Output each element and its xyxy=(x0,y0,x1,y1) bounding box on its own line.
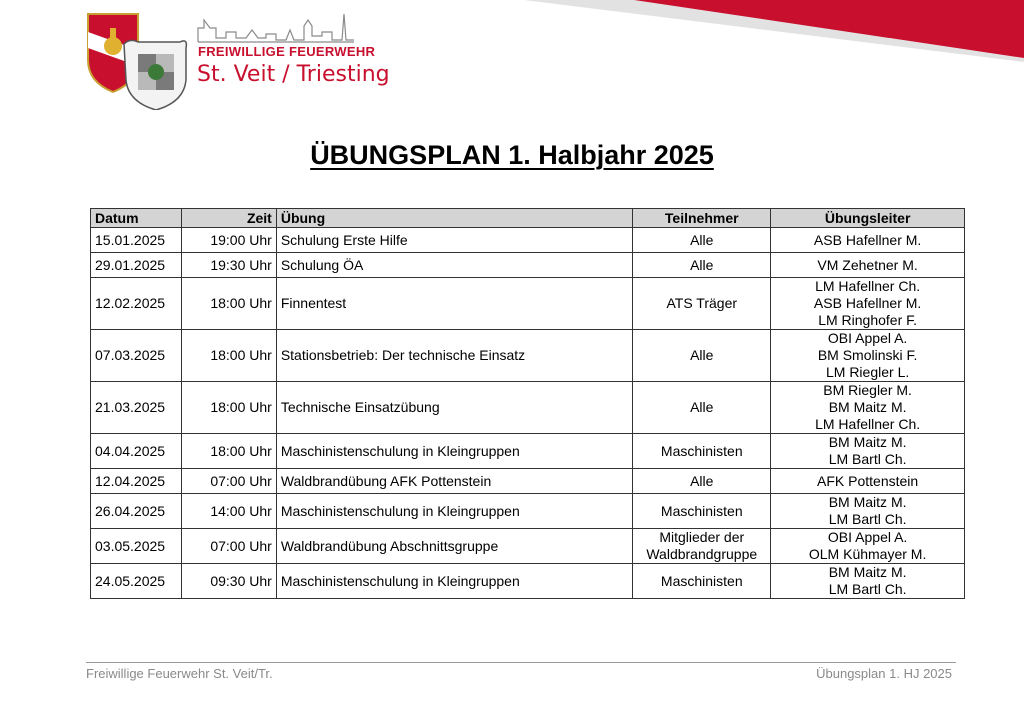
cell-exercise: Finnentest xyxy=(276,278,632,330)
brand-location-line: St. Veit / Triesting xyxy=(197,62,390,87)
cell-date: 15.01.2025 xyxy=(91,228,182,253)
cell-participants-line: Alle xyxy=(690,472,714,489)
cell-leaders xyxy=(771,529,965,564)
table-row xyxy=(91,278,965,330)
cell-leaders-line: BM Smolinski F. xyxy=(817,347,918,363)
cell-leaders-line: OBI Appel A. xyxy=(827,330,908,346)
cell-leaders-line: ASB Hafellner M. xyxy=(813,231,922,248)
cell-leaders-line: BM Maitz M. xyxy=(828,564,907,580)
footer-divider xyxy=(86,662,956,663)
cell-leaders xyxy=(771,228,965,253)
header-exercise: Übung xyxy=(276,209,632,228)
cell-exercise: Stationsbetrieb: Der technische Einsatz xyxy=(276,330,632,382)
cell-exercise: Schulung Erste Hilfe xyxy=(276,228,632,253)
cell-leaders xyxy=(771,330,965,382)
table-row xyxy=(91,253,965,278)
cell-exercise: Waldbrandübung Abschnittsgruppe xyxy=(276,529,632,564)
cell-leaders-line: LM Bartl Ch. xyxy=(828,511,907,527)
table-row xyxy=(91,434,965,469)
table-row xyxy=(91,469,965,494)
cell-time: 18:00 Uhr xyxy=(181,382,276,434)
cell-time: 18:00 Uhr xyxy=(181,278,276,330)
cell-date: 03.05.2025 xyxy=(91,529,182,564)
cell-leaders-line: LM Hafellner Ch. xyxy=(815,278,921,294)
cell-date: 26.04.2025 xyxy=(91,494,182,529)
cell-exercise: Schulung ÖA xyxy=(276,253,632,278)
fire-brigade-logo xyxy=(86,10,396,110)
table-row xyxy=(91,228,965,253)
cell-exercise: Maschinistenschulung in Kleingruppen xyxy=(276,494,632,529)
cell-participants xyxy=(633,564,771,599)
coat-of-arms-icon xyxy=(124,40,186,110)
header-stripe-decoration xyxy=(464,0,1024,70)
cell-participants xyxy=(633,382,771,434)
cell-leaders-line: OLM Kühmayer M. xyxy=(808,546,927,562)
table-row xyxy=(91,330,965,382)
cell-leaders xyxy=(771,253,965,278)
cell-leaders xyxy=(771,494,965,529)
cell-leaders xyxy=(771,382,965,434)
cell-date: 21.03.2025 xyxy=(91,382,182,434)
table-row xyxy=(91,494,965,529)
cell-leaders-line: VM Zehetner M. xyxy=(817,256,918,273)
cell-participants-line: ATS Träger xyxy=(666,295,738,311)
cell-time: 14:00 Uhr xyxy=(181,494,276,529)
cell-participants xyxy=(633,278,771,330)
cell-leaders xyxy=(771,434,965,469)
header-leaders: Übungsleiter xyxy=(771,209,965,228)
cell-participants xyxy=(633,228,771,253)
cell-leaders xyxy=(771,564,965,599)
cell-date: 29.01.2025 xyxy=(91,253,182,278)
cell-time: 19:30 Uhr xyxy=(181,253,276,278)
cell-time: 19:00 Uhr xyxy=(181,228,276,253)
cell-leaders-line: LM Bartl Ch. xyxy=(828,581,907,597)
table-header-row xyxy=(91,209,965,228)
cell-leaders-line: BM Maitz M. xyxy=(828,494,907,510)
cell-leaders-line: AFK Pottenstein xyxy=(817,472,919,489)
cell-participants xyxy=(633,253,771,278)
cell-date: 07.03.2025 xyxy=(91,330,182,382)
table-row xyxy=(91,529,965,564)
cell-participants-line: Alle xyxy=(690,347,714,363)
table-body xyxy=(91,228,965,599)
cell-time: 07:00 Uhr xyxy=(181,469,276,494)
cell-date: 24.05.2025 xyxy=(91,564,182,599)
cell-participants xyxy=(633,330,771,382)
header-date: Datum xyxy=(91,209,182,228)
cell-participants-line: Alle xyxy=(690,399,714,415)
cell-participants-line: Maschinisten xyxy=(660,502,743,519)
cell-exercise: Maschinistenschulung in Kleingruppen xyxy=(276,564,632,599)
town-skyline-icon xyxy=(198,14,354,42)
cell-participants-line: Alle xyxy=(690,256,714,273)
cell-leaders xyxy=(771,469,965,494)
cell-participants xyxy=(633,529,771,564)
cell-leaders-line: BM Maitz M. xyxy=(828,434,907,450)
cell-participants xyxy=(633,434,771,469)
cell-leaders xyxy=(771,278,965,330)
cell-participants-line: Alle xyxy=(690,231,714,248)
cell-time: 18:00 Uhr xyxy=(181,434,276,469)
cell-date: 04.04.2025 xyxy=(91,434,182,469)
cell-leaders-line: ASB Hafellner M. xyxy=(813,295,922,311)
cell-time: 07:00 Uhr xyxy=(181,529,276,564)
cell-participants-line: Maschinisten xyxy=(660,442,743,459)
cell-participants-line: Mitglieder der xyxy=(659,529,745,545)
cell-exercise: Technische Einsatzübung xyxy=(276,382,632,434)
exercise-plan-table xyxy=(90,208,965,599)
cell-participants xyxy=(633,469,771,494)
footer-document-name: Übungsplan 1. HJ 2025 xyxy=(816,666,952,681)
header-participants: Teilnehmer xyxy=(633,209,771,228)
page-title xyxy=(0,140,1024,171)
table-row xyxy=(91,564,965,599)
cell-participants-line: Waldbrandgruppe xyxy=(646,546,758,562)
cell-time: 09:30 Uhr xyxy=(181,564,276,599)
cell-leaders-line: OBI Appel A. xyxy=(827,529,908,545)
cell-leaders-line: BM Maitz M. xyxy=(828,399,907,415)
cell-leaders-line: BM Riegler M. xyxy=(823,382,912,398)
header-time: Zeit xyxy=(181,209,276,228)
cell-leaders-line: LM Ringhofer F. xyxy=(818,312,918,328)
cell-leaders-line: LM Hafellner Ch. xyxy=(815,416,921,432)
cell-date: 12.04.2025 xyxy=(91,469,182,494)
cell-participants xyxy=(633,494,771,529)
cell-exercise: Maschinistenschulung in Kleingruppen xyxy=(276,434,632,469)
cell-date: 12.02.2025 xyxy=(91,278,182,330)
cell-exercise: Waldbrandübung AFK Pottenstein xyxy=(276,469,632,494)
cell-time: 18:00 Uhr xyxy=(181,330,276,382)
page-title-text: ÜBUNGSPLAN 1. Halbjahr 2025 xyxy=(310,140,714,170)
brand-name-line: FREIWILLIGE FEUERWEHR xyxy=(198,44,376,59)
cell-leaders-line: LM Bartl Ch. xyxy=(828,451,907,467)
cell-leaders-line: LM Riegler L. xyxy=(825,364,910,380)
table-row xyxy=(91,382,965,434)
cell-participants-line: Maschinisten xyxy=(660,572,743,589)
footer-organization: Freiwillige Feuerwehr St. Veit/Tr. xyxy=(86,666,273,681)
